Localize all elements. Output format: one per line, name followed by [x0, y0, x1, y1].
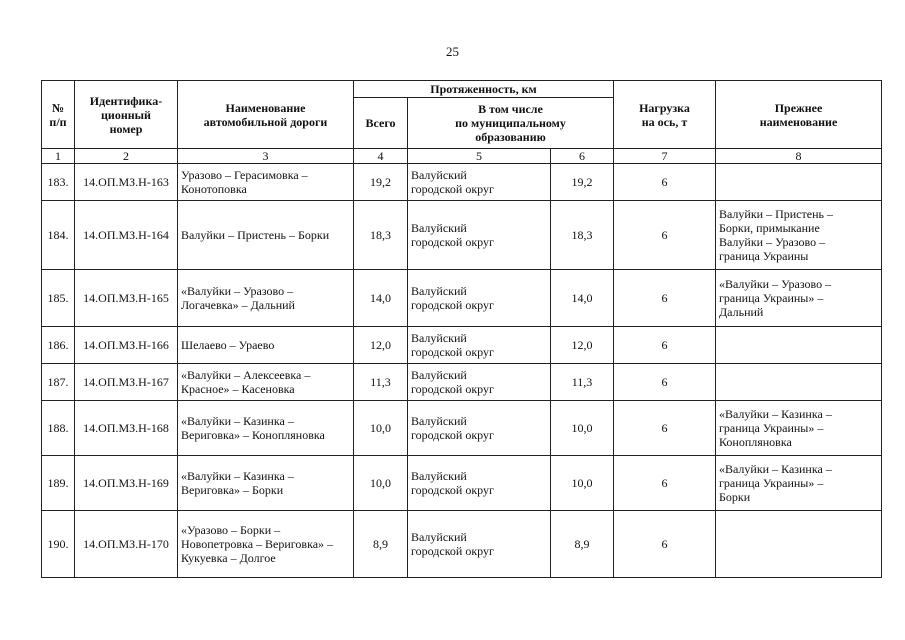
road-id-cell: 14.ОП.МЗ.Н-169: [75, 456, 178, 511]
roads-table: [41, 80, 882, 578]
length-total-cell: 10,0: [354, 401, 408, 456]
former-name-cell: [716, 164, 882, 201]
road-name-cell: «Валуйки – Алексеевка – Красное» – Касеновка: [178, 364, 354, 401]
col-number: 1: [42, 149, 75, 164]
road-name-cell: «Валуйки – Казинка – Вериговка» – Борки: [178, 456, 354, 511]
col-number: 6: [551, 149, 614, 164]
table-row: [42, 364, 882, 401]
former-name-cell: «Валуйки – Казинка – граница Украины» – Борки: [716, 456, 882, 511]
municipal-length-cell: 11,3: [551, 364, 614, 401]
column-numbers-row: [42, 149, 882, 164]
header-num: № п/п: [42, 81, 75, 149]
former-name-cell: [716, 327, 882, 364]
road-name-cell: Уразово – Герасимовка – Конотоповка: [178, 164, 354, 201]
road-name-cell: «Валуйки – Уразово – Логачевка» – Дальний: [178, 270, 354, 327]
municipality-cell: Валуйский городской округ: [408, 364, 551, 401]
road-id-cell: 14.ОП.МЗ.Н-166: [75, 327, 178, 364]
municipality-cell: Валуйский городской округ: [408, 327, 551, 364]
road-id-cell: 14.ОП.МЗ.Н-167: [75, 364, 178, 401]
col-number: 7: [614, 149, 716, 164]
table-row: [42, 201, 882, 270]
road-name-cell: Валуйки – Пристень – Борки: [178, 201, 354, 270]
road-id-cell: 14.ОП.МЗ.Н-168: [75, 401, 178, 456]
municipality-cell: Валуйский городской округ: [408, 456, 551, 511]
col-number: 4: [354, 149, 408, 164]
length-total-cell: 12,0: [354, 327, 408, 364]
col-number: 3: [178, 149, 354, 164]
municipal-length-cell: 10,0: [551, 456, 614, 511]
row-number-cell: 189.: [42, 456, 75, 511]
row-number-cell: 190.: [42, 511, 75, 578]
municipal-length-cell: 10,0: [551, 401, 614, 456]
length-total-cell: 10,0: [354, 456, 408, 511]
municipal-length-cell: 14,0: [551, 270, 614, 327]
length-total-cell: 18,3: [354, 201, 408, 270]
col-number: 2: [75, 149, 178, 164]
former-name-cell: [716, 511, 882, 578]
table-row: [42, 401, 882, 456]
municipal-length-cell: 8,9: [551, 511, 614, 578]
road-name-cell: «Уразово – Борки – Новопетровка – Вериговка» – Кукуевка – Долгое: [178, 511, 354, 578]
former-name-cell: «Валуйки – Казинка – граница Украины» – Конопляновка: [716, 401, 882, 456]
header-municipal: В том числе по муниципальному образованию: [408, 98, 614, 149]
axle-load-cell: 6: [614, 164, 716, 201]
road-name-cell: «Валуйки – Казинка – Вериговка» – Конопляновка: [178, 401, 354, 456]
axle-load-cell: 6: [614, 327, 716, 364]
former-name-cell: «Валуйки – Уразово – граница Украины» – Дальний: [716, 270, 882, 327]
municipal-length-cell: 19,2: [551, 164, 614, 201]
axle-load-cell: 6: [614, 201, 716, 270]
row-number-cell: 186.: [42, 327, 75, 364]
axle-load-cell: 6: [614, 401, 716, 456]
header-axle-load: Нагрузка на ось, т: [614, 81, 716, 149]
axle-load-cell: 6: [614, 270, 716, 327]
former-name-cell: [716, 364, 882, 401]
row-number-cell: 183.: [42, 164, 75, 201]
axle-load-cell: 6: [614, 364, 716, 401]
page-number: 25: [446, 44, 459, 59]
row-number-cell: 185.: [42, 270, 75, 327]
municipal-length-cell: 18,3: [551, 201, 614, 270]
table-row: [42, 164, 882, 201]
municipality-cell: Валуйский городской округ: [408, 164, 551, 201]
length-total-cell: 8,9: [354, 511, 408, 578]
table-row: [42, 327, 882, 364]
length-total-cell: 19,2: [354, 164, 408, 201]
former-name-cell: Валуйки – Пристень – Борки, примыкание Валуйки – Уразово – граница Украины: [716, 201, 882, 270]
municipal-length-cell: 12,0: [551, 327, 614, 364]
municipality-cell: Валуйский городской округ: [408, 401, 551, 456]
municipality-cell: Валуйский городской округ: [408, 270, 551, 327]
municipality-cell: Валуйский городской округ: [408, 201, 551, 270]
table-row: [42, 511, 882, 578]
length-total-cell: 11,3: [354, 364, 408, 401]
row-number-cell: 188.: [42, 401, 75, 456]
header-total: Всего: [354, 98, 408, 149]
header-length-group: Протяженность, км: [354, 81, 614, 98]
header-road-name: Наименование автомобильной дороги: [178, 81, 354, 149]
header-former-name: Прежнее наименование: [716, 81, 882, 149]
length-total-cell: 14,0: [354, 270, 408, 327]
road-id-cell: 14.ОП.МЗ.Н-165: [75, 270, 178, 327]
row-number-cell: 184.: [42, 201, 75, 270]
axle-load-cell: 6: [614, 456, 716, 511]
road-id-cell: 14.ОП.МЗ.Н-163: [75, 164, 178, 201]
table-row: [42, 456, 882, 511]
road-id-cell: 14.ОП.МЗ.Н-164: [75, 201, 178, 270]
col-number: 8: [716, 149, 882, 164]
axle-load-cell: 6: [614, 511, 716, 578]
road-name-cell: Шелаево – Ураево: [178, 327, 354, 364]
table-row: [42, 270, 882, 327]
row-number-cell: 187.: [42, 364, 75, 401]
col-number: 5: [408, 149, 551, 164]
header-id: Идентифика- ционный номер: [75, 81, 178, 149]
road-id-cell: 14.ОП.МЗ.Н-170: [75, 511, 178, 578]
municipality-cell: Валуйский городской округ: [408, 511, 551, 578]
